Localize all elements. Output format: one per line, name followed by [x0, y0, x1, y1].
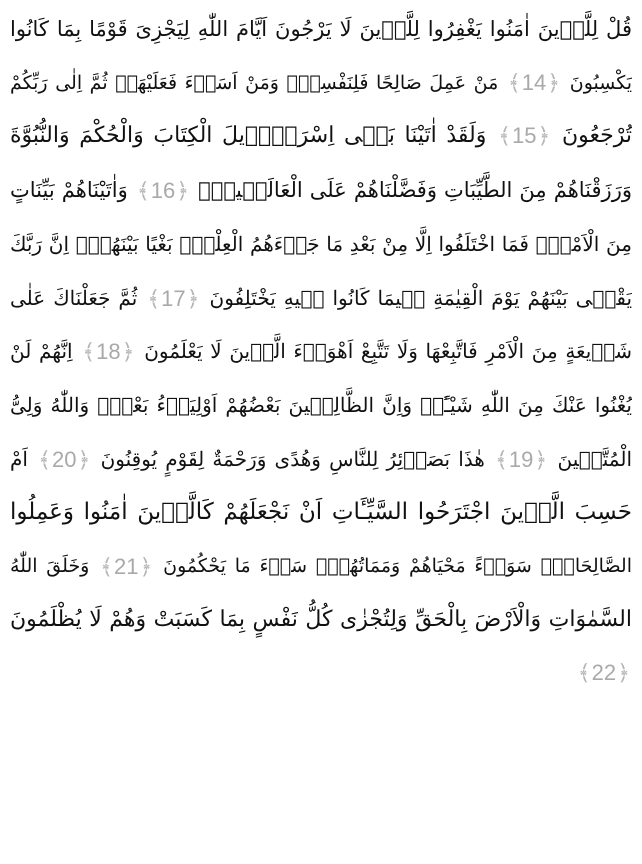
- verse-number: 15: [511, 122, 537, 148]
- verse-number-marker: [38, 445, 90, 476]
- marker-bracket-close: ﴾: [38, 447, 52, 473]
- text-line: [10, 488, 632, 536]
- marker-bracket-close: ﴾: [495, 447, 508, 473]
- text-line: [10, 5, 632, 53]
- verse-text: شَرٖيعَةٍ مِنَ الْاَمْرِ فَاتَّبِعْهَا وَلَا تَتَّبِعْ اَهْوَاۤءَ الَّذٖينَ لَا يَعْلَمُونَ: [144, 339, 632, 364]
- marker-bracket-close: ﴾: [100, 554, 114, 580]
- text-line: [10, 112, 632, 160]
- verse-number: 17: [161, 285, 186, 311]
- verse-text: هٰذَا بَصَاۤئِرُ لِلنَّاسِ وَهُدًى وَرَحْمَةٌ لِقَوْمٍ يُوقِنُونَ: [100, 446, 485, 471]
- verse-number: 16: [150, 178, 176, 204]
- verse-number: 14: [521, 70, 547, 96]
- verse-number: 18: [96, 339, 121, 365]
- verse-text: الصَّالِحَاتِۙ سَوَاۤءً مَحْيَاهُمْ وَمَمَاتُهُمْۜ سَاۤءَ مَا يَحْكُمُونَ: [163, 555, 632, 577]
- text-line: [10, 59, 632, 107]
- text-line: [10, 596, 632, 644]
- marker-bracket-open: ﴿: [547, 71, 561, 97]
- verse-text: يُغْنُوا عَنْكَ مِنَ اللّٰهِ شَيْـًٔاۜ وَاِنَّ الظَّالِمٖينَ بَعْضُهُمْ اَوْلِيَاۤءُ بَعْضٍۚ وَاللّٰهُ وَلِىُّ: [10, 392, 632, 417]
- verse-text: مِنَ الْاَمْرِۚ فَمَا اخْتَلَفُوا اِلَّا مِنْ بَعْدِ مَا جَاۤءَهُمُ الْعِلْمُۙ بَغْيًا بَيْنَهُمْۜ اِنَّ رَبَّكَ: [10, 231, 632, 256]
- verse-number-marker: [508, 68, 560, 99]
- verse-text: وَلَقَدْ اٰتَيْنَا بَنٖى اِسْرَاۤءٖيلَ الْكِتَابَ وَالْحُكْمَ وَالنُّبُوَّةَ: [10, 123, 487, 149]
- text-line: [10, 220, 632, 268]
- marker-bracket-close: ﴾: [147, 286, 161, 312]
- marker-bracket-open: ﴿: [176, 179, 190, 205]
- marker-bracket-open: ﴿: [121, 340, 135, 366]
- text-line: [10, 435, 632, 483]
- verse-text: يَكْسِبُونَ: [569, 71, 632, 94]
- text-line: [10, 542, 632, 590]
- verse-number: 19: [508, 446, 534, 472]
- marker-bracket-open: ﴿: [77, 447, 91, 473]
- verse-number-marker: [137, 176, 189, 207]
- verse-text: الْمُتَّقٖينَ: [557, 446, 632, 471]
- text-line: [10, 649, 632, 697]
- verse-text: قُلْ لِلَّذٖينَ اٰمَنُوا يَغْفِرُوا لِلَّذٖينَ لَا يَرْجُونَ اَيَّامَ اللّٰهِ لِيَجْزِىَ قَوْمًا بِمَا كَانُوا: [10, 17, 632, 41]
- verse-text: اِنَّهُمْ لَنْ: [10, 339, 73, 364]
- verse-text: حَسِبَ الَّذٖينَ اجْتَرَحُوا السَّيِّـَٔاتِ اَنْ نَجْعَلَهُمْ كَالَّذٖينَ اٰمَنُوا وَعَمِلُوا: [10, 499, 632, 526]
- verse-text: تُرْجَعُونَ: [562, 123, 632, 149]
- marker-bracket-close: ﴾: [498, 123, 511, 149]
- verse-text: اَمْ: [10, 446, 28, 471]
- verse-number-marker: [100, 552, 152, 583]
- text-line: [10, 327, 632, 375]
- marker-bracket-close: ﴾: [577, 661, 591, 687]
- text-line: [10, 166, 632, 214]
- verse-number-marker: [82, 337, 134, 368]
- verse-text: وَاٰتَيْنَاهُمْ بَيِّنَاتٍ: [10, 178, 128, 203]
- verse-text: وَرَزَقْنَاهُمْ مِنَ الطَّيِّبَاتِ وَفَضَّلْنَاهُمْ عَلَى الْعَالَمٖينَۚ: [198, 178, 632, 203]
- marker-bracket-open: ﴿: [617, 661, 630, 687]
- marker-bracket-close: ﴾: [136, 179, 150, 205]
- verse-number: 21: [114, 553, 139, 579]
- verse-number-marker: [498, 121, 550, 152]
- text-line: [10, 274, 632, 322]
- verse-text: ثُمَّ جَعَلْنَاكَ عَلٰى: [10, 285, 138, 310]
- verse-number: 22: [591, 660, 617, 686]
- marker-bracket-close: ﴾: [507, 71, 521, 97]
- marker-bracket-open: ﴿: [537, 123, 551, 149]
- marker-bracket-open: ﴿: [186, 286, 200, 312]
- verse-number: 20: [52, 446, 77, 472]
- verse-text: يَقْضٖى بَيْنَهُمْ يَوْمَ الْقِيٰمَةِ فٖيمَا كَانُوا فٖيهِ يَخْتَلِفُونَ: [209, 285, 632, 310]
- marker-bracket-open: ﴿: [139, 554, 153, 580]
- verse-text: السَّمٰوَاتِ وَالْاَرْضَ بِالْحَقِّ وَلِتُجْزٰى كُلُّ نَفْسٍ بِمَا كَسَبَتْ وَهُمْ لَا يُظْلَمُونَ: [10, 606, 632, 632]
- marker-bracket-open: ﴿: [534, 447, 548, 473]
- text-line: [10, 381, 632, 429]
- verse-text: مَنْ عَمِلَ صَالِحًا فَلِنَفْسِهٖۚ وَمَنْ اَسَاۤءَ فَعَلَيْهَاۘ ثُمَّ اِلٰى رَبِّكُمْ: [10, 71, 499, 94]
- verse-number-marker: [147, 284, 199, 315]
- marker-bracket-close: ﴾: [82, 340, 96, 366]
- verse-number-marker: [578, 658, 630, 689]
- verse-number-marker: [495, 445, 547, 476]
- verse-text: وَخَلَقَ اللّٰهُ: [10, 555, 90, 577]
